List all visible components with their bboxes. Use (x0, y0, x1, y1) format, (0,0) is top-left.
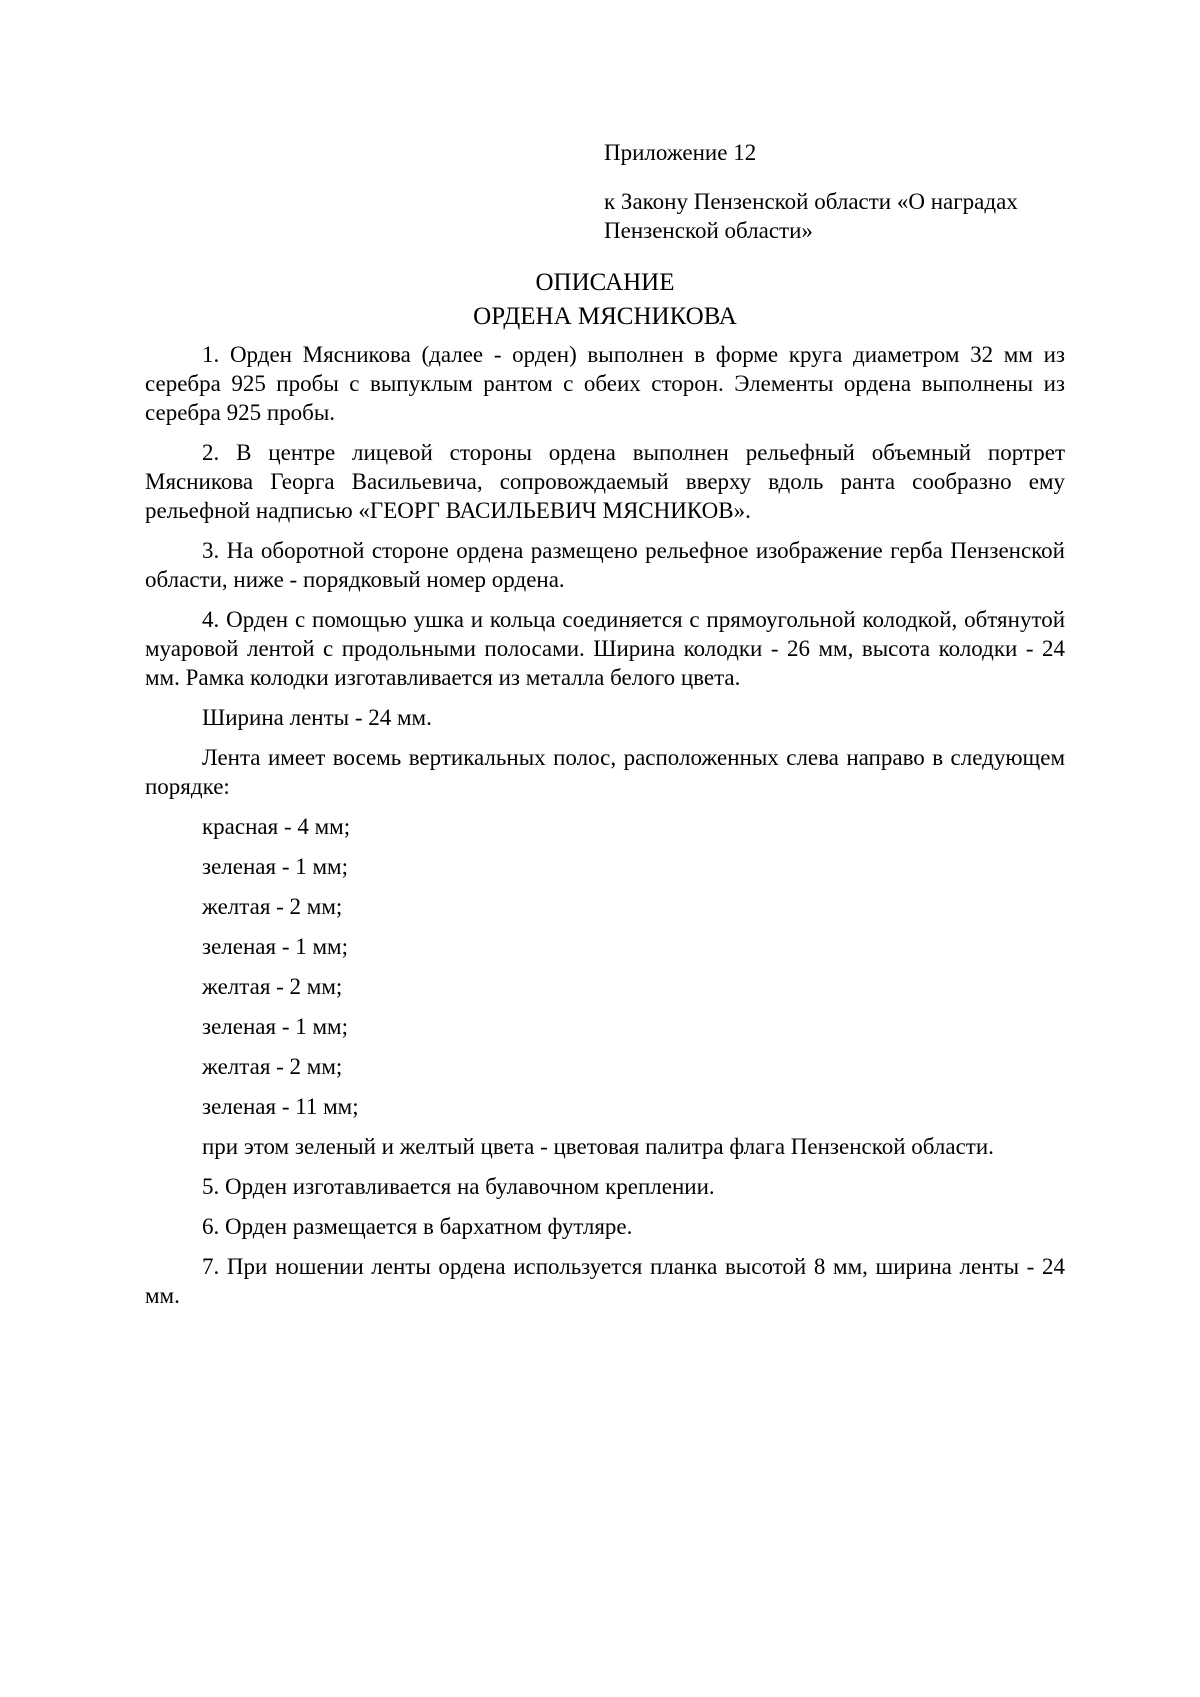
stripe-item: красная - 4 мм; (202, 814, 351, 839)
title-line-1: ОПИСАНИЕ (535, 269, 675, 296)
appendix-law-reference (604, 187, 1074, 245)
stripe-item: желтая - 2 мм; (202, 1054, 343, 1079)
paragraph-4: 4. Орден с помощью ушка и кольца соединяется с прямоугольной колодкой, обтянутой муаровой лентой с продольными полосами. Ширина колодки - 26 мм, высота колодки - 24 мм. Рамка колодки изготавливается из металла белого цвета. (145, 607, 1065, 690)
document-body (145, 340, 1065, 1321)
paragraph-6: 6. Орден размещается в бархатном футляре. (202, 1214, 633, 1239)
stripe-item: желтая - 2 мм; (202, 894, 343, 919)
stripe-item: зеленая - 1 мм; (202, 1014, 348, 1039)
appendix-number: Приложение 12 (604, 140, 757, 165)
paragraph-3: 3. На оборотной стороне ордена размещено рельефное изображение герба Пензенской области, ниже - порядковый номер ордена. (145, 538, 1065, 592)
title-line-2: ОРДЕНА МЯСНИКОВА (473, 303, 737, 330)
stripe-item: зеленая - 1 мм; (202, 934, 348, 959)
appendix-law-line-1: к Закону Пензенской области «О наградах (604, 189, 1018, 214)
appendix-header (604, 138, 1074, 245)
stripe-item: зеленая - 11 мм; (202, 1094, 359, 1119)
paragraph-7: 7. При ношении ленты ордена используется планка высотой 8 мм, ширина ленты - 24 мм. (145, 1254, 1065, 1308)
document-title (145, 266, 1065, 334)
stripe-item: желтая - 2 мм; (202, 974, 343, 999)
color-palette-note: при этом зеленый и желтый цвета - цветовая палитра флага Пензенской области. (202, 1134, 994, 1159)
paragraph-1: 1. Орден Мясникова (далее - орден) выполнен в форме круга диаметром 32 мм из серебра 925 пробы с выпуклым рантом с обеих сторон. Элементы ордена выполнены из серебра 925 пробы. (145, 342, 1065, 425)
ribbon-width-paragraph: Ширина ленты - 24 мм. (202, 705, 432, 730)
stripe-list (145, 812, 1065, 1121)
appendix-law-line-2: Пензенской области» (604, 218, 813, 243)
ribbon-stripes-intro: Лента имеет восемь вертикальных полос, расположенных слева направо в следующем порядке: (145, 745, 1065, 799)
paragraph-2: 2. В центре лицевой стороны ордена выполнен рельефный объемный портрет Мясникова Георга Васильевича, сопровождаемый вверху вдоль ранта сообразно ему рельефной надписью «ГЕОРГ ВАСИЛЬЕВИЧ МЯСНИКОВ». (145, 440, 1065, 523)
stripe-item: зеленая - 1 мм; (202, 854, 348, 879)
paragraph-5: 5. Орден изготавливается на булавочном креплении. (202, 1174, 715, 1199)
